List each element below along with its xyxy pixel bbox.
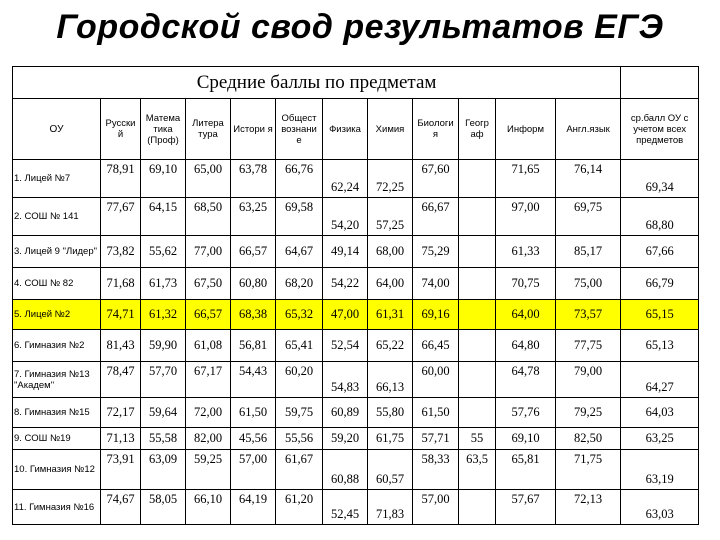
score-cell: 68,20 — [276, 268, 323, 300]
column-header: Информ — [496, 99, 556, 160]
table-supertitle: Средние баллы по предметам — [13, 67, 621, 99]
column-header: Русски й — [101, 99, 141, 160]
score-cell: 75,29 — [413, 236, 459, 268]
score-cell: 77,00 — [186, 236, 231, 268]
score-cell: 59,75 — [276, 398, 323, 428]
score-cell: 63,25 — [231, 198, 276, 236]
score-cell: 45,56 — [231, 428, 276, 450]
score-cell: 65,41 — [276, 330, 323, 362]
table-row — [13, 450, 699, 490]
school-name: 5. Лицей №2 — [13, 300, 101, 330]
column-header: Общест вознани е — [276, 99, 323, 160]
score-cell: 66,57 — [186, 300, 231, 330]
table-row — [13, 362, 699, 398]
school-name: 1. Лицей №7 — [13, 160, 101, 198]
column-header: Биологи я — [413, 99, 459, 160]
score-cell: 76,14 — [556, 160, 621, 198]
column-header: Химия — [368, 99, 413, 160]
school-name: 2. СОШ № 141 — [13, 198, 101, 236]
table-body — [13, 160, 699, 525]
score-cell: 82,00 — [186, 428, 231, 450]
score-cell: 64,15 — [141, 198, 186, 236]
column-header: Англ.язык — [556, 99, 621, 160]
column-header: Матема тика (Проф) — [141, 99, 186, 160]
score-cell: 63,09 — [141, 450, 186, 490]
column-header: Физика — [323, 99, 368, 160]
score-cell: 66,45 — [413, 330, 459, 362]
score-cell: 69,10 — [496, 428, 556, 450]
score-cell — [459, 362, 496, 398]
score-cell — [459, 236, 496, 268]
score-cell: 55,58 — [141, 428, 186, 450]
column-header: Литера тура — [186, 99, 231, 160]
score-cell: 66,67 — [413, 198, 459, 236]
score-cell: 71,65 — [496, 160, 556, 198]
score-cell: 69,75 — [556, 198, 621, 236]
header-row — [13, 99, 699, 160]
score-cell: 61,20 — [276, 490, 323, 525]
score-cell: 55,56 — [276, 428, 323, 450]
score-cell: 64,00 — [368, 268, 413, 300]
score-cell: 71,68 — [101, 268, 141, 300]
school-name: 11. Гимназия №16 — [13, 490, 101, 525]
score-cell — [459, 490, 496, 525]
score-cell: 60,88 — [323, 450, 368, 490]
school-name: 9. СОШ №19 — [13, 428, 101, 450]
column-header: Геогр аф — [459, 99, 496, 160]
score-cell: 69,58 — [276, 198, 323, 236]
score-cell: 66,13 — [368, 362, 413, 398]
score-cell: 64,19 — [231, 490, 276, 525]
score-cell: 73,57 — [556, 300, 621, 330]
score-cell: 66,10 — [186, 490, 231, 525]
table-row — [13, 428, 699, 450]
score-cell: 68,50 — [186, 198, 231, 236]
score-cell: 49,14 — [323, 236, 368, 268]
table-row — [13, 300, 699, 330]
score-cell — [459, 300, 496, 330]
table-row — [13, 268, 699, 300]
score-cell: 57,25 — [368, 198, 413, 236]
score-cell: 61,73 — [141, 268, 186, 300]
score-cell: 75,00 — [556, 268, 621, 300]
score-cell: 54,22 — [323, 268, 368, 300]
score-cell — [459, 198, 496, 236]
score-cell: 68,80 — [621, 198, 699, 236]
score-cell: 62,24 — [323, 160, 368, 198]
score-cell: 81,43 — [101, 330, 141, 362]
score-cell: 66,76 — [276, 160, 323, 198]
score-cell — [459, 398, 496, 428]
score-cell: 65,32 — [276, 300, 323, 330]
score-cell: 63,03 — [621, 490, 699, 525]
score-cell: 61,08 — [186, 330, 231, 362]
score-cell: 63,78 — [231, 160, 276, 198]
score-cell: 64,27 — [621, 362, 699, 398]
score-cell: 65,22 — [368, 330, 413, 362]
school-name: 10. Гимназия №12 — [13, 450, 101, 490]
score-cell: 64,00 — [496, 300, 556, 330]
table-supertitle-blank — [621, 67, 699, 99]
score-cell: 72,17 — [101, 398, 141, 428]
score-cell: 69,10 — [141, 160, 186, 198]
score-cell: 97,00 — [496, 198, 556, 236]
score-cell: 59,25 — [186, 450, 231, 490]
score-cell — [459, 268, 496, 300]
page-title: Городской свод результатов ЕГЭ — [56, 8, 664, 46]
school-name: 6. Гимназия №2 — [13, 330, 101, 362]
score-cell: 61,75 — [368, 428, 413, 450]
score-cell: 64,03 — [621, 398, 699, 428]
score-cell: 65,81 — [496, 450, 556, 490]
score-cell: 71,75 — [556, 450, 621, 490]
score-cell: 57,76 — [496, 398, 556, 428]
score-cell: 57,67 — [496, 490, 556, 525]
score-cell: 77,67 — [101, 198, 141, 236]
score-cell: 68,00 — [368, 236, 413, 268]
score-cell: 74,00 — [413, 268, 459, 300]
table-row — [13, 160, 699, 198]
score-cell: 54,83 — [323, 362, 368, 398]
score-cell: 60,20 — [276, 362, 323, 398]
score-cell: 55,62 — [141, 236, 186, 268]
score-cell: 69,34 — [621, 160, 699, 198]
score-cell: 70,75 — [496, 268, 556, 300]
score-cell: 64,78 — [496, 362, 556, 398]
score-cell: 73,91 — [101, 450, 141, 490]
score-cell: 54,43 — [231, 362, 276, 398]
score-cell: 63,19 — [621, 450, 699, 490]
score-cell: 61,50 — [413, 398, 459, 428]
column-header: ОУ — [13, 99, 101, 160]
table-row — [13, 198, 699, 236]
score-cell: 82,50 — [556, 428, 621, 450]
score-cell: 65,15 — [621, 300, 699, 330]
score-cell: 55,80 — [368, 398, 413, 428]
score-cell: 61,33 — [496, 236, 556, 268]
score-cell: 56,81 — [231, 330, 276, 362]
score-cell: 66,79 — [621, 268, 699, 300]
score-cell: 52,54 — [323, 330, 368, 362]
score-cell: 57,70 — [141, 362, 186, 398]
score-cell: 67,66 — [621, 236, 699, 268]
score-cell — [459, 330, 496, 362]
score-cell: 60,00 — [413, 362, 459, 398]
score-cell: 61,32 — [141, 300, 186, 330]
score-cell: 78,47 — [101, 362, 141, 398]
score-cell: 60,80 — [231, 268, 276, 300]
score-cell: 57,71 — [413, 428, 459, 450]
score-cell: 67,50 — [186, 268, 231, 300]
score-cell: 72,00 — [186, 398, 231, 428]
score-cell: 61,50 — [231, 398, 276, 428]
table-row — [13, 490, 699, 525]
score-cell: 54,20 — [323, 198, 368, 236]
score-cell: 59,64 — [141, 398, 186, 428]
score-cell: 67,60 — [413, 160, 459, 198]
score-cell: 64,80 — [496, 330, 556, 362]
score-cell: 72,13 — [556, 490, 621, 525]
score-cell: 66,57 — [231, 236, 276, 268]
score-cell: 59,90 — [141, 330, 186, 362]
score-cell: 61,31 — [368, 300, 413, 330]
table-row — [13, 236, 699, 268]
score-cell: 59,20 — [323, 428, 368, 450]
score-cell: 85,17 — [556, 236, 621, 268]
column-header: Истори я — [231, 99, 276, 160]
score-cell: 74,67 — [101, 490, 141, 525]
table-row — [13, 398, 699, 428]
score-cell: 72,25 — [368, 160, 413, 198]
score-cell: 69,16 — [413, 300, 459, 330]
score-cell: 71,13 — [101, 428, 141, 450]
score-cell: 58,33 — [413, 450, 459, 490]
score-cell: 74,71 — [101, 300, 141, 330]
score-cell: 52,45 — [323, 490, 368, 525]
score-cell: 73,82 — [101, 236, 141, 268]
column-header: ср.балл ОУ с учетом всех предметов — [621, 99, 699, 160]
score-cell: 64,67 — [276, 236, 323, 268]
score-cell: 60,57 — [368, 450, 413, 490]
score-cell: 77,75 — [556, 330, 621, 362]
score-cell: 55 — [459, 428, 496, 450]
school-name: 8. Гимназия №15 — [13, 398, 101, 428]
score-cell: 61,67 — [276, 450, 323, 490]
score-cell: 65,00 — [186, 160, 231, 198]
table-row — [13, 330, 699, 362]
score-cell: 47,00 — [323, 300, 368, 330]
score-cell: 68,38 — [231, 300, 276, 330]
score-cell — [459, 160, 496, 198]
school-name: 7. Гимназия №13 "Академ" — [13, 362, 101, 398]
score-cell: 57,00 — [413, 490, 459, 525]
score-cell: 63,25 — [621, 428, 699, 450]
score-cell: 67,17 — [186, 362, 231, 398]
score-cell: 78,91 — [101, 160, 141, 198]
score-cell: 79,25 — [556, 398, 621, 428]
score-cell: 58,05 — [141, 490, 186, 525]
results-table — [12, 66, 699, 525]
score-cell: 79,00 — [556, 362, 621, 398]
score-cell: 60,89 — [323, 398, 368, 428]
school-name: 4. СОШ № 82 — [13, 268, 101, 300]
score-cell: 71,83 — [368, 490, 413, 525]
score-cell: 63,5 — [459, 450, 496, 490]
school-name: 3. Лицей 9 "Лидер" — [13, 236, 101, 268]
score-cell: 57,00 — [231, 450, 276, 490]
score-cell: 65,13 — [621, 330, 699, 362]
